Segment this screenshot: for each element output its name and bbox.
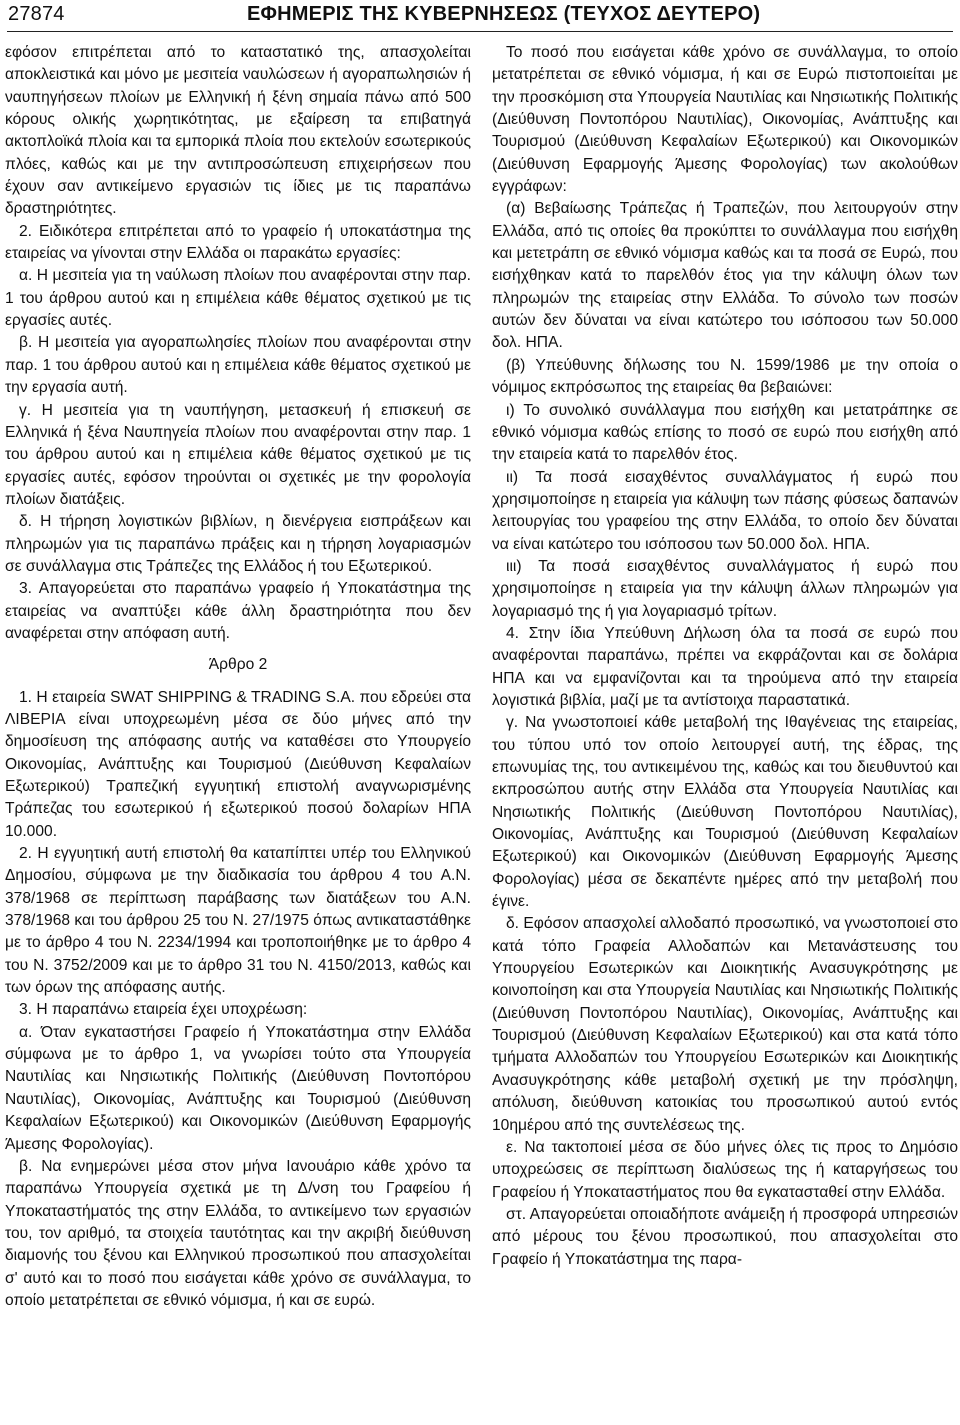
right-column — [492, 42, 958, 1422]
paragraph: στ. Απαγορεύεται οποιαδήποτε ανάμειξη ή προσφορά υπηρεσιών από μέρους του ξένου προσωπικού, που απασχολείται στο Γραφείο ή Υποκατάστημα της παρα- — [492, 1205, 958, 1268]
paragraph: δ. Εφόσον απασχολεί αλλοδαπό προσωπικό, να γνωστοποιεί στο κατά τόπο Γραφεία Αλλοδαπών και Μετανάστευσης του Υπουργείου Εσωτερικών και Διοικητικής Ανασυγκρότησης με κοινοποίηση και στα Υπουργεία Ναυτιλίας και Νησιωτικής Πολιτικής (Διεύθυνση Ποντοπόρου Ναυτιλίας), Οικονομίας, Ανάπτυξης και Τουρισμού (Διεύθυνση Κεφαλαίων Εξωτερικού) και στα κατά τόπο τμήματα Αλλοδαπών του Υπουργείου Εσωτερικών και Διοικητικής Ανασυγκρότησης κάθε μεταβολή σχετική με την πρόσληψη, απόλυση, διεύθυνση κατοικίας του προσωπικού αυτού εντός 10ημέρου από της συντελέσεως της. — [492, 915, 958, 1134]
article-heading: Άρθρο 2 — [208, 656, 268, 674]
header-rule — [7, 31, 953, 32]
paragraph: α. Η μεσιτεία για τη ναύλωση πλοίων που αναφέρονται στην παρ. 1 του άρθρου αυτού και η επιμέλεια κάθε θέματος σχετικού με τις εργασίες αυτές. — [5, 267, 471, 330]
page-header — [0, 0, 960, 30]
paragraph: 3. Απαγορεύεται στο παραπάνω γραφείο ή Υποκατάστημα της εταιρείας να αναπτύξει κάθε άλλη δραστηριότητα που δεν αναφέρεται στην απόφαση αυτή. — [5, 580, 471, 642]
paragraph: γ. Η μεσιτεία για τη ναυπήγηση, μετασκευή ή επισκευή σε Ελληνικά ή ξένα Ναυπηγεία πλοίων που αναφέρονται στην παρ. 1 του άρθρου αυτού και η επιμέλεια κάθε θέματος σχετικού με τις εργασίες αυτές, εφόσον τηρούνται οι σχετικές με την φορολογία πλοίων διατάξεις. — [5, 401, 471, 508]
paragraph: ε. Να τακτοποιεί μέσα σε δύο μήνες όλες τις προς το Δημόσιο υποχρεώσεις σε περίπτωση διαλύσεως της ή καταργήσεως του Γραφείου ή Υποκαταστήματος που θα εγκατασταθεί στην Ελλάδα. — [492, 1138, 958, 1201]
paragraph: εφόσον επιτρέπεται από το καταστατικό της, απασχολείται αποκλειστικά και μόνο με μεσιτεία ναυλώσεων ή αγοραπωλησιών ή ναυπηγήσεων πλοίων με Ελληνική ή ξένη σημαία πάνω από 500 κόρους ολικής χωρητικότητας, με εξαίρεση τα επιβατηγά ακτοπλοϊκά πλοία και τα εμπορικά πλοία που εκτελούν εσωτερικούς πλόες, καθώς και με την αντιπροσώπευση επιχειρήσεων που έχουν σαν αντικείμενο εργασιών τις ίδιες με τις παραπάνω δραστηριότητες. — [5, 44, 471, 218]
paragraph: 2. Ειδικότερα επιτρέπεται από το γραφείο ή υποκατάστημα της εταιρείας να γίνονται στην Ελλάδα οι παρακάτω εργασίες: — [5, 222, 471, 263]
paragraph: α. Όταν εγκαταστήσει Γραφείο ή Υποκατάστημα στην Ελλάδα σύμφωνα με το άρθρο 1, να γνωρίσει τούτο στα Υπουργεία Ναυτιλίας και Νησιωτικής Πολιτικής (Διεύθυνση Ποντοπόρου Ναυτιλίας), Οικονομίας, Ανάπτυξης και Τουρισμού (Διεύθυνση Κεφαλαίων Εξωτερικού) και Οικονομικών (Διεύθυνση Εφαρμογής Άμεσης Φορολογίας). — [5, 1023, 471, 1153]
paragraph: ι) Το συνολικό συνάλλαγμα που εισήχθη και μετατράπηκε σε εθνικό νόμισμα καθώς επίσης το ποσό σε ευρώ που εισήχθη από την εταιρεία κατά το παρελθόν έτος. — [492, 401, 958, 464]
paragraph: Το ποσό που εισάγεται κάθε χρόνο σε συνάλλαγμα, το οποίο μετατρέπεται σε εθνικό νόμισμα, ή και σε Ευρώ πιστοποιείται με την προσκόμιση στα Υπουργεία Ναυτιλίας και Νησιωτικής Πολιτικής (Διεύθυνση Ποντοπόρου Ναυτιλίας), Οικονομίας, Ανάπτυξης και Τουρισμού (Διεύθυνση Κεφαλαίων Εξωτερικού) και Οικονομικών (Διεύθυνση Εφαρμογής Άμεσης Φορολογίας) των ακολούθων εγγράφων: — [492, 44, 958, 196]
paragraph: δ. Η τήρηση λογιστικών βιβλίων, η διενέργεια εισπράξεων και πληρωμών για τις παραπάνω πράξεις και η τήρηση λογαριασμών σε συνάλλαγμα στις Τράπεζες της Ελλάδος ή του Εξωτερικού. — [5, 513, 471, 575]
paragraph: 3. Η παραπάνω εταιρεία έχει υποχρέωση: — [19, 1001, 308, 1019]
paragraph: 1. Η εταιρεία SWAT SHIPPING & TRADING S.A. που εδρεύει στα ΛΙΒΕΡΙΑ είναι υποχρεωμένη μέσα σε δύο μήνες από την δημοσίευση της απόφασης αυτής να καταθέσει στο Υπουργείο Οικονομίας, Ανάπτυξης και Τουρισμού (Διεύθυνση Κεφαλαίων Εξωτερικού) Τραπεζική εγγυητική επιστολή αναγνωρισμένης Τράπεζας του εσωτερικού ή εξωτερικού ποσού δολαρίων ΗΠΑ 10.000. — [5, 688, 471, 840]
page-number: 27874 — [8, 3, 65, 25]
paragraph: 4. Στην ίδια Υπεύθυνη Δήλωση όλα τα ποσά σε ευρώ που αναφέρονται παραπάνω, πρέπει να εκφράζονται και σε δολάρια ΗΠΑ και να εμφανίζονται και τα τηρούμενα από την εταιρεία λογιστικά βιβλία, μαζί με τα αντίστοιχα παραστατικά. — [492, 624, 958, 709]
paragraph: ιιι) Τα ποσά εισαχθέντος συναλλάγματος ή ευρώ που χρησιμοποίησε η εταιρεία για την κάλυψη άλλων πληρωμών για λογαριασμό της ή για λογαριασμό τρίτων. — [492, 557, 958, 620]
paragraph: γ. Να γνωστοποιεί κάθε μεταβολή της Ιθαγένειας της εταιρείας, του τύπου υπό τον οποίο λειτουργεί αυτή, της έδρας, της επωνυμίας της, του αντικειμένου της, καθώς και του διευθυντού και εκπροσώπου αυτής στην Ελλάδα στα Υπουργεία Ναυτιλίας και Νησιωτικής Πολιτικής (Διεύθυνση Ποντοπόρου Ναυτιλίας), Οικονομίας, Ανάπτυξης και Τουρισμού (Διεύθυνση Κεφαλαίων Εξωτερικού) και Οικονομικών (Διεύθυνση Εφαρμογής Άμεσης Φορολογίας) μέσα σε δεκαπέντε ημέρες από την μεταβολή που έγινε. — [492, 714, 958, 911]
paragraph: β. Η μεσιτεία για αγοραπωλησίες πλοίων που αναφέρονται στην παρ. 1 του άρθρου αυτού και η επιμέλεια κάθε θέματος σχετικού με την εργασία αυτή. — [5, 334, 471, 397]
left-column — [5, 42, 471, 1422]
paragraph: β. Να ενημερώνει μέσα στον μήνα Ιανουάριο κάθε χρόνο τα παραπάνω Υπουργεία σχετικά με τη Δ/νση του Γραφείου ή Υποκαταστήματός της στην Ελλάδα, το αντικείμενο των εργασιών του, τον αριθμό, τα στοιχεία ταυτότητας και την ακριβή διεύθυνση διαμονής του ξένου και Ελληνικού προσωπικού που απασχολείται σ' αυτό και το ποσό που εισάγεται κάθε χρόνο σε συνάλλαγμα, το οποίο μετατρέπεται σε εθνικό νόμισμα, ή και σε ευρώ. — [5, 1157, 471, 1309]
paragraph: 2. Η εγγυητική αυτή επιστολή θα καταπίπτει υπέρ του Ελληνικού Δημοσίου, σύμφωνα με την διαδικασία του άρθρου 4 του Α.Ν. 378/1968 σε περίπτωση παράβασης των διατάξεων του Α.Ν. 378/1968 και του άρθρου 25 του Ν. 27/1975 όπως αντικαταστάθηκε με το άρθρο 4 του Ν. 2234/1994 και τροποποιήθηκε με το άρθρο 4 του Ν. 3752/2009 και με το άρθρο 31 του Ν. 4150/2013, καθώς και των όρων της απόφασης αυτής. — [5, 845, 471, 997]
paragraph: ιι) Τα ποσά εισαχθέντος συναλλάγματος ή ευρώ που χρησιμοποίησε η εταιρεία για κάλυψη των πάσης φύσεως δαπανών λειτουργίας του γραφείου της στην Ελλάδα, το οποίο δεν δύναται να είναι κατώτερο του ισόποσου των 50.000 δολ. ΗΠΑ. — [492, 468, 958, 553]
paragraph: (α) Βεβαίωσης Τράπεζας ή Τραπεζών, που λειτουργούν στην Ελλάδα, από τις οποίες θα προκύπτει το συνάλλαγμα που εισήχθη και μετετράπη σε εθνικό νόμισμα καθώς και τα ποσά σε Ευρώ, που εισήχθηκαν κατά το παρελθόν έτος για την κάλυψη όλων των πληρωμών της εταιρείας στην Ελλάδα. Το σύνολο των ποσών αυτών δεν δύναται να είναι κατώτερο του ισόποσου των 50.000 δολ. ΗΠΑ. — [492, 200, 958, 352]
gazette-title: ΕΦΗΜΕΡΙΣ ΤΗΣ ΚΥΒΕΡΝΗΣΕΩΣ (ΤΕΥΧΟΣ ΔΕΥΤΕΡΟ) — [247, 3, 761, 25]
paragraph: (β) Υπεύθυνης δήλωσης του Ν. 1599/1986 με την οποία ο νόμιμος εκπρόσωπος της εταιρείας θα βεβαιώνει: — [492, 356, 958, 397]
